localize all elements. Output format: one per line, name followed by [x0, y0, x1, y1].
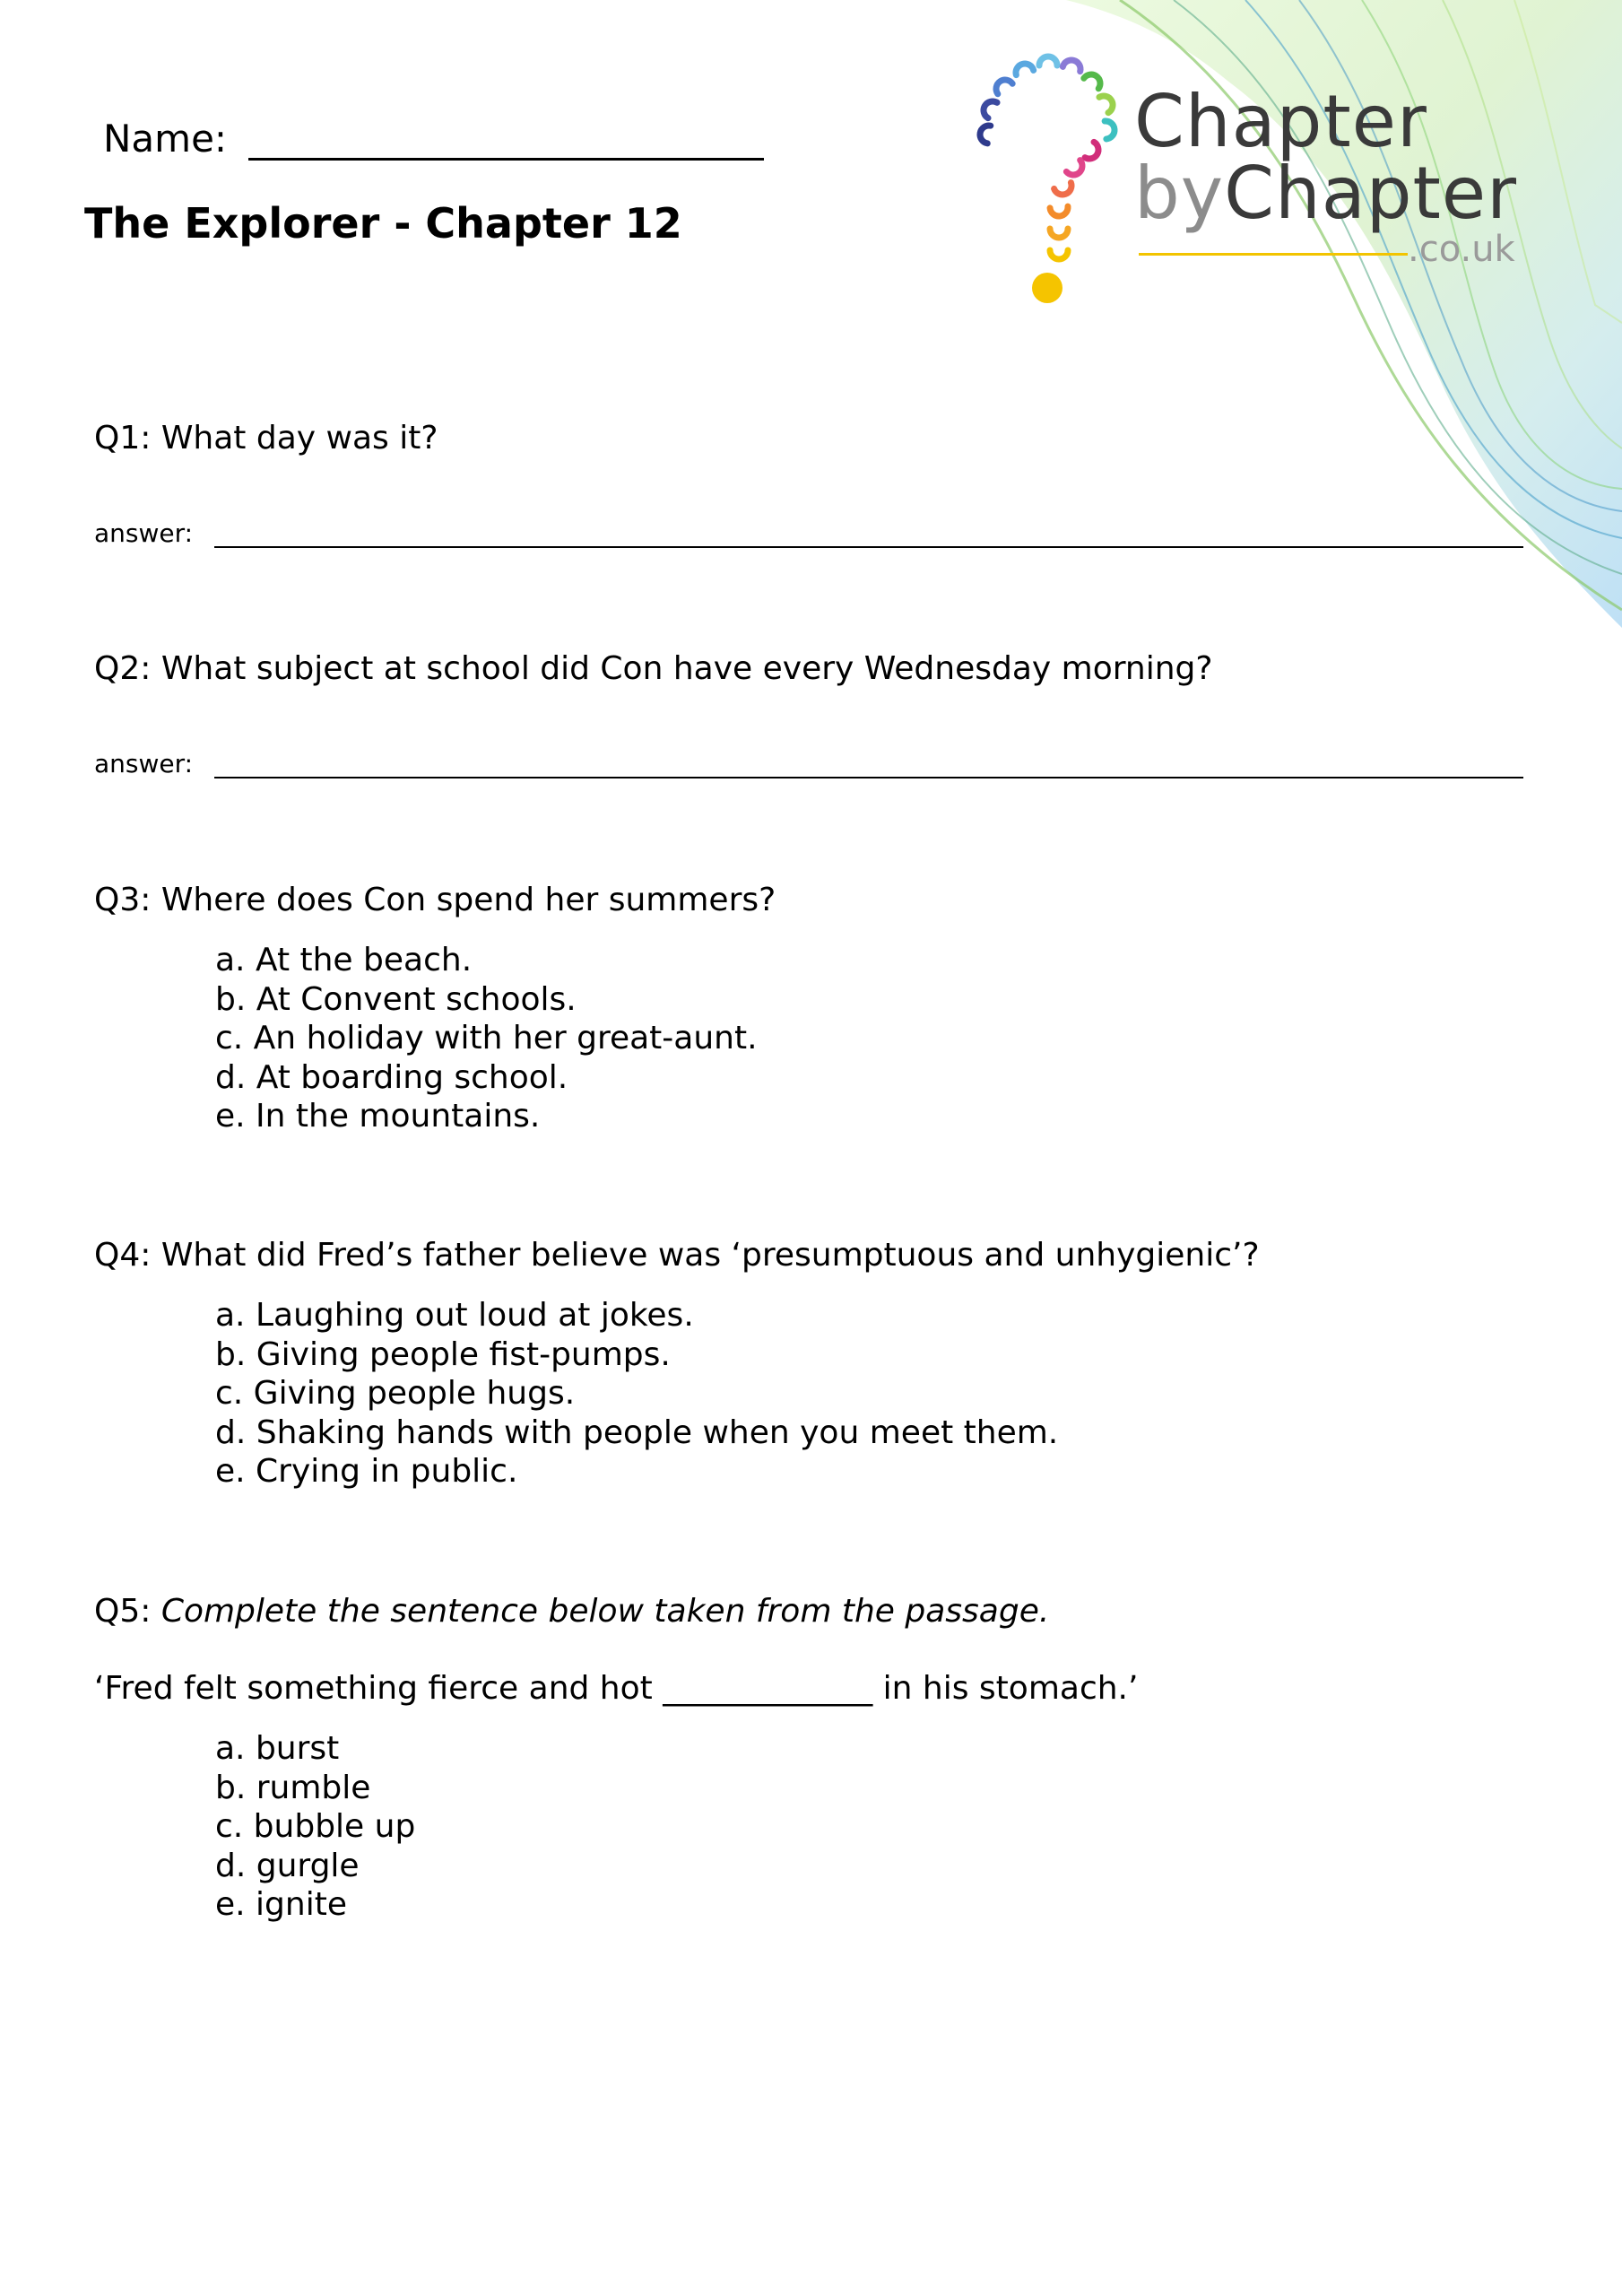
option-d[interactable]: d. gurgle: [215, 1847, 360, 1884]
question-text: What day was it?: [160, 420, 438, 457]
option-a[interactable]: a. burst: [215, 1730, 340, 1767]
question-number: Q3:: [94, 882, 152, 918]
options-list-q3: [215, 941, 758, 1136]
option-c[interactable]: c. bubble up: [215, 1808, 416, 1845]
option-c[interactable]: c. An holiday with her great-aunt.: [215, 1020, 758, 1057]
question-text: Where does Con spend her summers?: [160, 882, 776, 918]
option-b[interactable]: b. rumble: [215, 1769, 371, 1806]
logo-by: by: [1134, 152, 1225, 235]
option-c[interactable]: c. Giving people hugs.: [215, 1375, 576, 1412]
option-d[interactable]: d. At boarding school.: [215, 1058, 568, 1096]
logo-underline: [1139, 253, 1408, 256]
question-1: [94, 420, 438, 457]
logo-line-2: [1134, 152, 1517, 235]
option-b[interactable]: b. Giving people fist-pumps.: [215, 1335, 671, 1373]
question-5: [94, 1593, 1049, 1630]
answer-input-line-1[interactable]: [214, 521, 1523, 548]
name-label: Name:: [103, 117, 228, 161]
passage-sentence: ‘Fred felt something fierce and hot _____________ in his stomach.’: [94, 1670, 1139, 1707]
question-number: Q4:: [94, 1237, 152, 1274]
option-e[interactable]: e. In the mountains.: [215, 1098, 541, 1135]
question-text: Complete the sentence below taken from the passage.: [160, 1593, 1050, 1630]
option-d[interactable]: d. Shaking hands with people when you meet them.: [215, 1413, 1059, 1451]
question-text: What subject at school did Con have every Wednesday morning?: [160, 650, 1213, 687]
logo-line-1: Chapter: [1134, 80, 1427, 163]
answer-label: answer:: [94, 518, 194, 548]
question-4: [94, 1237, 1260, 1274]
answer-input-line-2[interactable]: [214, 752, 1523, 778]
logo-wordmark: [1134, 80, 1517, 270]
page-title: The Explorer - Chapter 12: [84, 199, 682, 248]
question-number: Q1:: [94, 420, 152, 457]
option-b[interactable]: b. At Convent schools.: [215, 980, 577, 1018]
option-e[interactable]: e. Crying in public.: [215, 1453, 518, 1490]
question-text: What did Fred’s father believe was ‘presumptuous and unhygienic’?: [160, 1237, 1260, 1274]
question-number: Q2:: [94, 650, 152, 687]
options-list-q4: [215, 1296, 1058, 1492]
option-e[interactable]: e. ignite: [215, 1886, 347, 1923]
name-field: [103, 115, 764, 161]
question-3: [94, 882, 776, 918]
logo-domain-suffix: .co.uk: [1408, 229, 1515, 270]
option-a[interactable]: a. At the beach.: [215, 942, 473, 978]
answer-row-2: [94, 749, 1529, 778]
answer-row-1: [94, 518, 1529, 548]
question-2: [94, 650, 1212, 687]
answer-label: answer:: [94, 749, 194, 778]
question-number: Q5:: [94, 1593, 152, 1630]
name-input-line[interactable]: [248, 115, 764, 161]
options-list-q5: [215, 1729, 415, 1925]
logo-chapter: Chapter: [1224, 152, 1517, 235]
option-a[interactable]: a. Laughing out loud at jokes.: [215, 1297, 694, 1334]
